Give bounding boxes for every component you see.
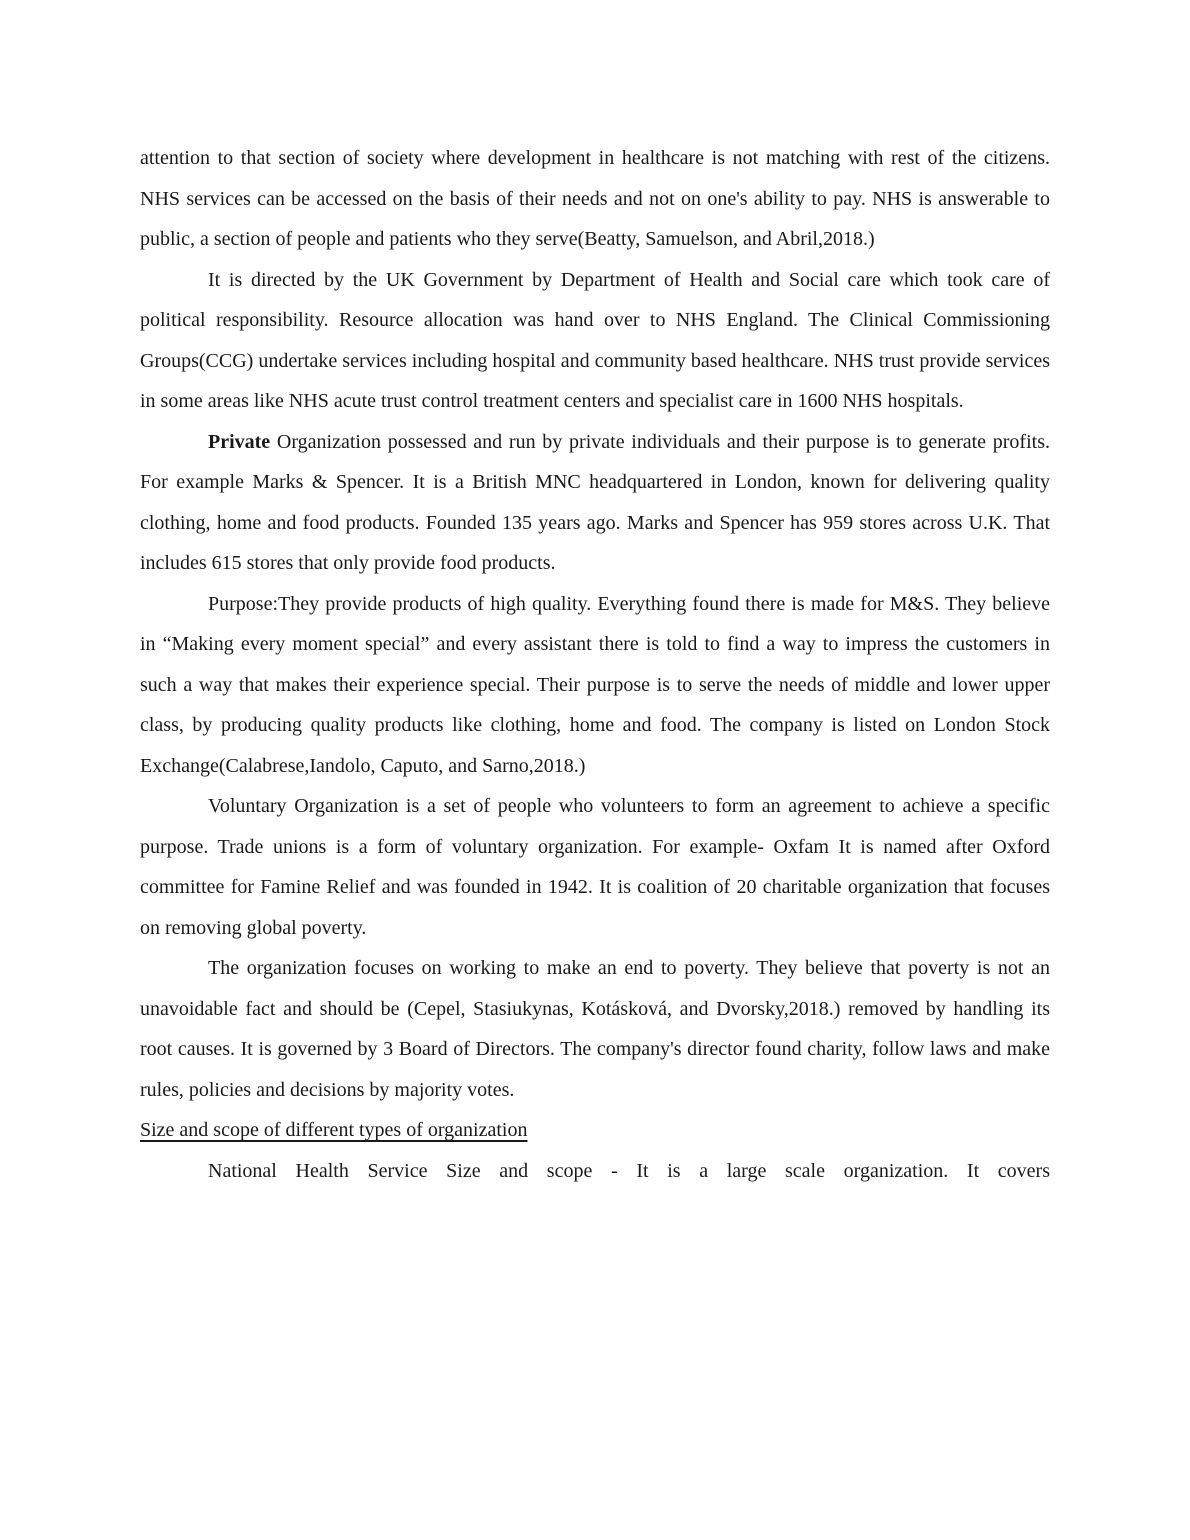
section-heading: Size and scope of different types of organization: [140, 1119, 528, 1141]
paragraph-5: Voluntary Organization is a set of people who volunteers to form an agreement to achieve a specific purpose. Trade unions is a form of voluntary organization. For example- Oxfam It is named after Oxford committee for Famine Relief and was founded in 1942. It is coalition of 20 charitable organization that focuses on removing global poverty.: [140, 795, 1050, 939]
paragraph-1: attention to that section of society where development in healthcare is not matching with rest of the citizens. NHS services can be accessed on the basis of their needs and not on one's ability to pay. NHS is answerable to public, a section of people and patients who they serve(Beatty, Samuelson, and Abril,2018.): [140, 147, 1050, 250]
paragraph-6: The organization focuses on working to make an end to poverty. They believe that poverty is not an unavoidable fact and should be (Cepel, Stasiukynas, Kotásková, and Dvorsky,2018.) removed by handling its root causes. It is governed by 3 Board of Directors. The company's director found charity, follow laws and make rules, policies and decisions by majority votes.: [140, 957, 1050, 1101]
paragraph-7: National Health Service Size and scope - It is a large scale organization. It covers: [208, 1159, 1050, 1182]
paragraph-3: [140, 422, 1050, 584]
paragraph-3-lead-bold: Private: [208, 430, 271, 453]
paragraph-4: Purpose:They provide products of high quality. Everything found there is made for M&S. They believe in “Making every moment special” and every assistant there is told to find a way to impress the customers in such a way that makes their experience special. Their purpose is to serve the needs of middle and lower upper class, by producing quality products like clothing, home and food. The company is listed on London Stock Exchange(Calabrese,Iandolo, Caputo, and Sarno,2018.): [140, 592, 1050, 777]
paragraph-3-text: Organization possessed and run by private individuals and their purpose is to generate profits. For example Marks & Spencer. It is a British MNC headquartered in London, known for delivering quality clothing, home and food products. Founded 135 years ago. Marks and Spencer has 959 stores across U.K. That includes 615 stores that only provide food products.: [140, 430, 1050, 574]
paragraph-2: It is directed by the UK Government by Department of Health and Social care which took care of political responsibility. Resource allocation was hand over to NHS England. The Clinical Commissioning Groups(CCG) undertake services including hospital and community based healthcare. NHS trust provide services in some areas like NHS acute trust control treatment centers and specialist care in 1600 NHS hospitals.: [140, 268, 1050, 412]
